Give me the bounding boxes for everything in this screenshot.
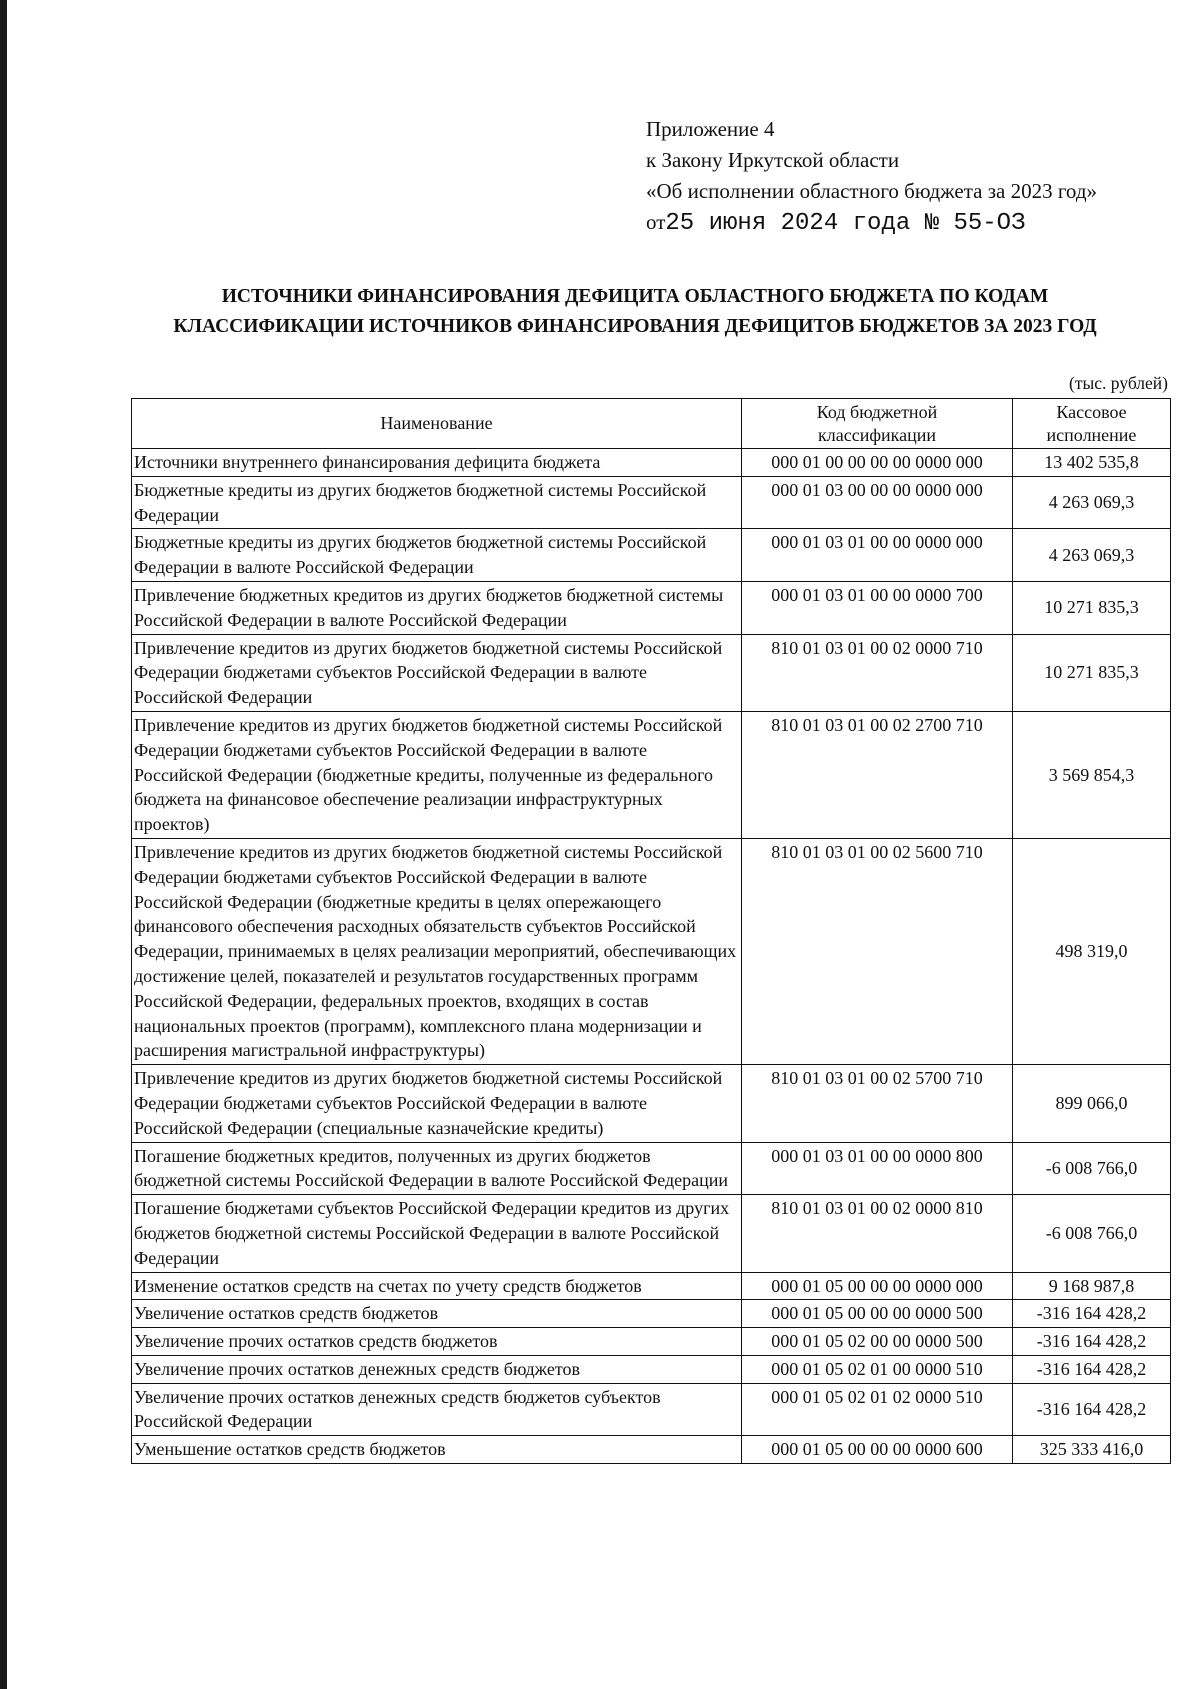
row-code: 810 01 03 01 00 02 5600 710 [742,838,1013,1064]
row-amount: -316 164 428,2 [1013,1328,1171,1356]
row-amount: 10 271 835,3 [1013,581,1171,634]
amount-header-line-1: Кассовое [1056,401,1127,422]
row-amount: 498 319,0 [1013,838,1171,1064]
row-name: Погашение бюджетных кредитов, полученных из других бюджетов бюджетной системы Российской Федерации в валюте Российской Федерации [132,1142,742,1195]
row-code: 000 01 05 02 01 02 0000 510 [742,1383,1013,1436]
row-amount: 4 263 069,3 [1013,529,1171,582]
row-code: 000 01 05 00 00 00 0000 500 [742,1300,1013,1328]
document-title [120,282,1150,342]
date-text: 25 июня 2024 года № 55-ОЗ [665,210,1026,237]
row-amount: -6 008 766,0 [1013,1142,1171,1195]
appendix-law: к Закону Иркутской области [646,148,900,172]
table-row [132,1300,1171,1328]
column-header-code [742,399,1013,449]
code-header-line-1: Код бюджетной [816,401,938,422]
title-line-1: ИСТОЧНИКИ ФИНАНСИРОВАНИЯ ДЕФИЦИТА ОБЛАСТНОГО БЮДЖЕТА ПО КОДАМ [221,286,1049,307]
appendix-date [646,207,1097,239]
row-name: Бюджетные кредиты из других бюджетов бюджетной системы Российской Федерации [132,476,742,529]
row-amount: -316 164 428,2 [1013,1355,1171,1383]
row-code: 810 01 03 01 00 02 2700 710 [742,711,1013,838]
row-amount: 4 263 069,3 [1013,476,1171,529]
row-amount: 325 333 416,0 [1013,1436,1171,1464]
table-row [132,581,1171,634]
row-amount: 9 168 987,8 [1013,1272,1171,1300]
code-header-line-2: классификации [818,424,936,445]
date-prefix: от [646,210,666,234]
row-name: Уменьшение остатков средств бюджетов [132,1436,742,1464]
row-amount: -316 164 428,2 [1013,1300,1171,1328]
row-code: 000 01 03 01 00 00 0000 800 [742,1142,1013,1195]
row-code: 000 01 00 00 00 00 0000 000 [742,449,1013,477]
scan-edge [0,0,7,1689]
row-code: 000 01 03 01 00 00 0000 700 [742,581,1013,634]
deficit-sources-table [131,398,1171,1464]
row-name: Источники внутреннего финансирования дефицита бюджета [132,449,742,477]
table-row [132,1328,1171,1356]
table-row [132,1142,1171,1195]
row-name: Увеличение прочих остатков денежных средств бюджетов [132,1355,742,1383]
table-row [132,476,1171,529]
table-row [132,1355,1171,1383]
row-code: 810 01 03 01 00 02 0000 710 [742,634,1013,711]
row-amount: 13 402 535,8 [1013,449,1171,477]
units-label: (тыс. рублей) [1069,373,1168,393]
row-code: 810 01 03 01 00 02 0000 810 [742,1195,1013,1272]
row-amount: 899 066,0 [1013,1065,1171,1142]
row-amount: -316 164 428,2 [1013,1383,1171,1436]
row-name: Привлечение кредитов из других бюджетов бюджетной системы Российской Федерации бюджетами субъектов Российской Федерации в валюте Российской Федерации [132,634,742,711]
table-row [132,634,1171,711]
row-name: Привлечение бюджетных кредитов из других бюджетов бюджетной системы Российской Федерации в валюте Российской Федерации [132,581,742,634]
table-row [132,711,1171,838]
row-name: Изменение остатков средств на счетах по учету средств бюджетов [132,1272,742,1300]
appendix-header [646,114,1097,239]
row-name: Погашение бюджетами субъектов Российской Федерации кредитов из других бюджетов бюджетной системы Российской Федерации в валюте Российской Федерации [132,1195,742,1272]
table-row [132,1383,1171,1436]
row-code: 000 01 05 00 00 00 0000 000 [742,1272,1013,1300]
row-amount: -6 008 766,0 [1013,1195,1171,1272]
row-name: Бюджетные кредиты из других бюджетов бюджетной системы Российской Федерации в валюте Российской Федерации [132,529,742,582]
table-row [132,529,1171,582]
row-name: Привлечение кредитов из других бюджетов бюджетной системы Российской Федерации бюджетами субъектов Российской Федерации в валюте Российской Федерации (специальные казначейские кредиты) [132,1065,742,1142]
table-row [132,1272,1171,1300]
table-header-row [132,399,1171,449]
row-name: Привлечение кредитов из других бюджетов бюджетной системы Российской Федерации бюджетами субъектов Российской Федерации в валюте Российской Федерации (бюджетные кредиты в целях опережающего финансового обеспечения расходных обязательств субъектов Российской Федерации, принимаемых в целях реализации мероприятий, обеспечивающих достижение целей, показателей и результатов государственных программ Российской Федерации, федеральных проектов, входящих в состав национальных проектов (программ), комплексного плана модернизации и расширения магистральной инфраструктуры) [132,838,742,1064]
table-row [132,449,1171,477]
row-name: Увеличение прочих остатков средств бюджетов [132,1328,742,1356]
appendix-law-title: «Об исполнении областного бюджета за 2023 год» [646,179,1097,203]
row-name: Привлечение кредитов из других бюджетов бюджетной системы Российской Федерации бюджетами субъектов Российской Федерации в валюте Российской Федерации (бюджетные кредиты, полученные из федерального бюджета на финансовое обеспечение реализации инфраструктурных проектов) [132,711,742,838]
row-code: 000 01 03 01 00 00 0000 000 [742,529,1013,582]
row-code: 000 01 05 00 00 00 0000 600 [742,1436,1013,1464]
row-amount: 10 271 835,3 [1013,634,1171,711]
row-name: Увеличение остатков средств бюджетов [132,1300,742,1328]
title-line-2: КЛАССИФИКАЦИИ ИСТОЧНИКОВ ФИНАНСИРОВАНИЯ ДЕФИЦИТОВ БЮДЖЕТОВ ЗА 2023 ГОД [173,316,1097,337]
row-code: 000 01 05 02 01 00 0000 510 [742,1355,1013,1383]
table-row [132,838,1171,1064]
column-header-amount [1013,399,1171,449]
row-amount: 3 569 854,3 [1013,711,1171,838]
row-code: 000 01 03 00 00 00 0000 000 [742,476,1013,529]
row-code: 000 01 05 02 00 00 0000 500 [742,1328,1013,1356]
row-code: 810 01 03 01 00 02 5700 710 [742,1065,1013,1142]
amount-header-line-2: исполнение [1046,424,1137,445]
column-header-name: Наименование [132,399,742,449]
table-row [132,1065,1171,1142]
appendix-number: Приложение 4 [646,117,775,141]
table-row [132,1195,1171,1272]
table-row [132,1436,1171,1464]
row-name: Увеличение прочих остатков денежных средств бюджетов субъектов Российской Федерации [132,1383,742,1436]
